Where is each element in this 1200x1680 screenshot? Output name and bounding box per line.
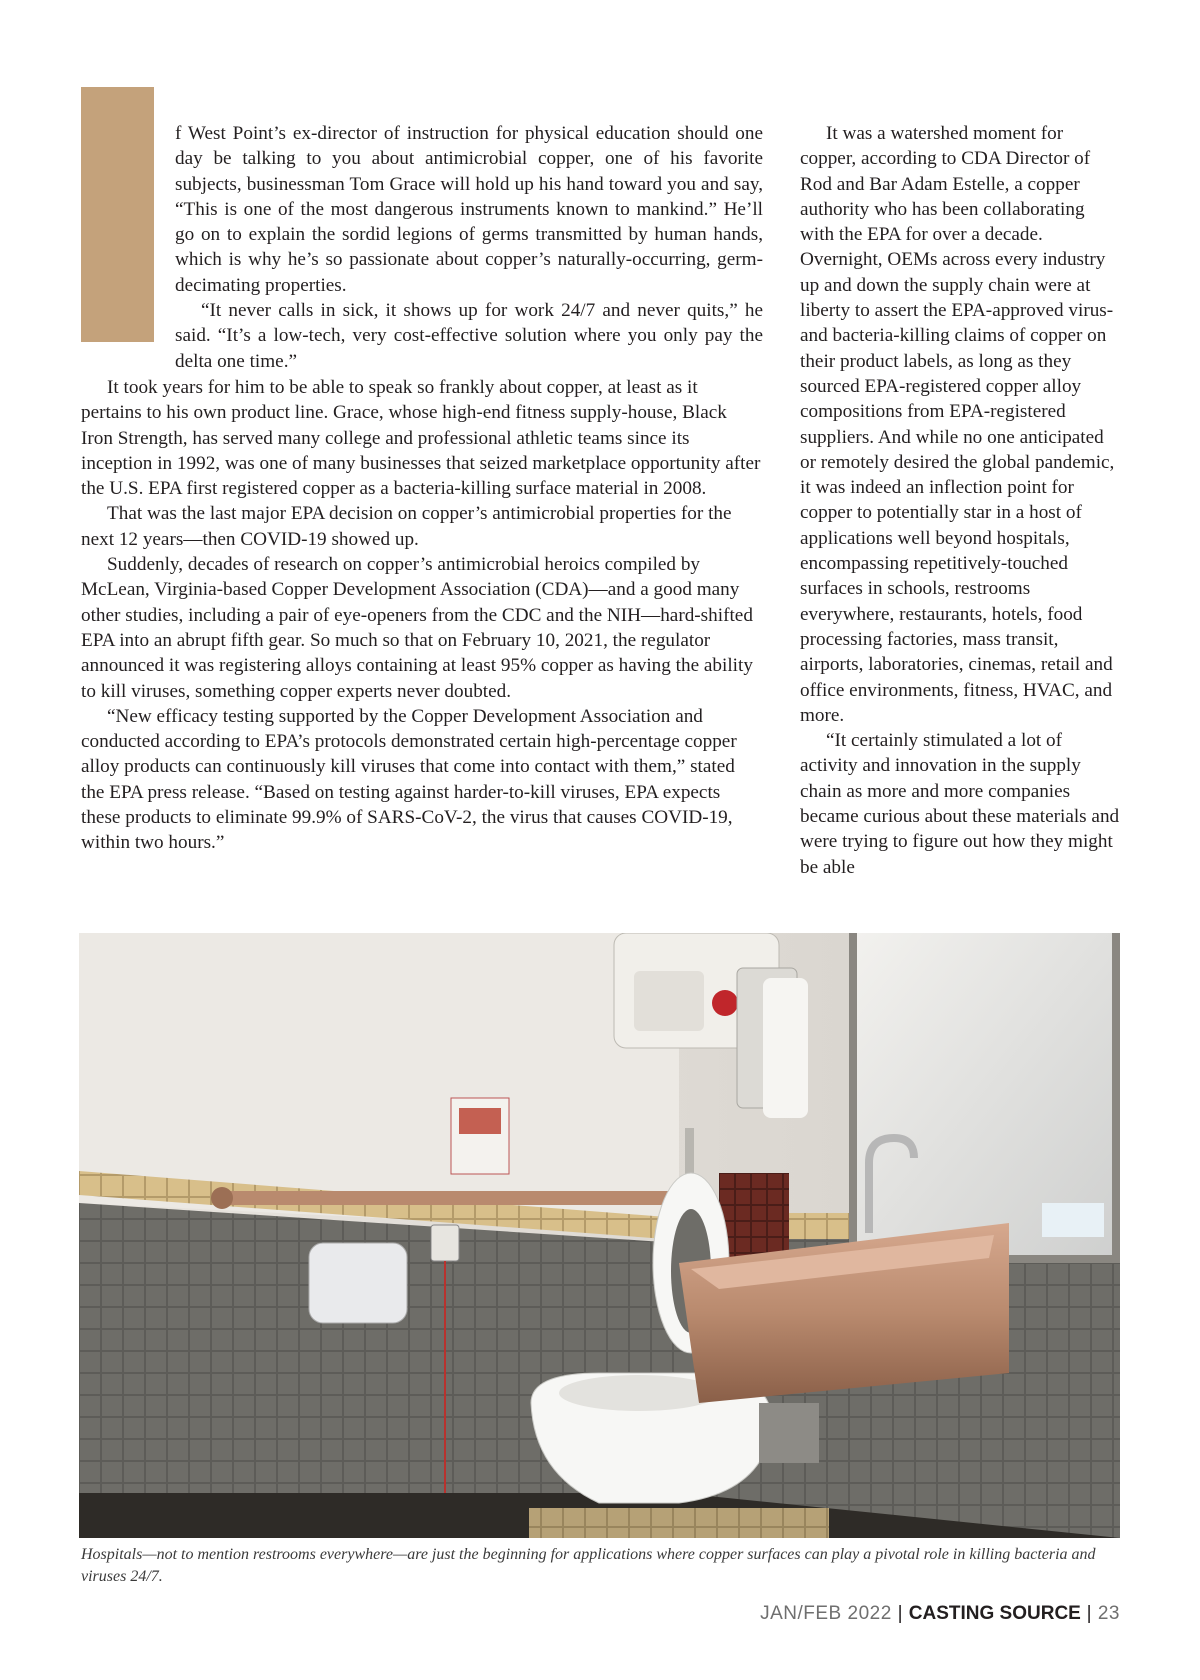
body-paragraph: Suddenly, decades of research on copper’s antimicrobial heroics compiled by McLean, Virginia-based Copper Development Association (CDA)—and a good many other studies, including a pair of eye-openers from the CDC and the NIH—hard-shifted EPA into an abrupt fifth gear. So much so that on February 10, 2021, the regulator announced it was registering alloys containing at least 95% copper as having the ability to kill viruses, something copper experts never doubted. xyxy=(81,554,753,702)
restroom-photo xyxy=(79,933,1120,1538)
drop-cap-bar xyxy=(81,87,154,342)
intro-paragraph-2: “It never calls in sick, it shows up for work 24/7 and never quits,” he said. “It’s a low-tech, very cost-effective solution where you only pay the delta one time.” xyxy=(175,300,763,372)
body-paragraph: That was the last major EPA decision on copper’s antimicrobial properties for the next 12 years—then COVID-19 showed up. xyxy=(81,503,732,550)
intro-paragraph-1: f West Point’s ex-director of instruction for physical education should one day be talking to you about antimicrobial copper, one of his favorite subjects, businessman Tom Grace will hold up his hand toward you and say, “This is one of the most dangerous instruments known to mankind.” He’ll go on to explain the sordid legions of germs transmitted by human hands, which is why he’s so passionate about copper’s naturally-occurring, germ-decimating properties. xyxy=(175,123,763,296)
body-paragraph: It was a watershed moment for copper, according to CDA Director of Rod and Bar Adam Estelle, a copper authority who has been collaborating with the EPA for over a decade. Overnight, OEMs across every industry up and down the supply chain were at liberty to assert the EPA-approved virus- and bacteria-killing claims of copper on their product labels, as long as they sourced EPA-registered copper alloy compositions from EPA-registered suppliers. And while no one anticipated or remotely desired the global pandemic, it was indeed an inflection point for copper to potentially star in a host of applications well beyond hospitals, encompassing repetitively-touched surfaces in schools, restrooms everywhere, restaurants, hotels, food processing factories, mass transit, airports, laboratories, cinemas, retail and office environments, fitness, HVAC, and more. xyxy=(800,123,1115,726)
body-paragraph: “New efficacy testing supported by the Copper Development Association and conducted according to EPA’s protocols demonstrated certain high-percentage copper alloy products can continuously kill viruses that come into contact with them,” stated the EPA press release. “Based on testing against harder-to-kill viruses, EPA expects these products to eliminate 99.9% of SARS-CoV-2, the virus that causes COVID-19, within two hours.” xyxy=(81,705,737,854)
page-number: 23 xyxy=(1097,1603,1120,1624)
issue-date: JAN/FEB 2022 xyxy=(760,1603,892,1624)
page-footer xyxy=(760,1603,1120,1625)
photo-caption: Hospitals—not to mention restrooms everywhere—are just the beginning for applications where copper surfaces can play a pivotal role in killing bacteria and viruses 24/7. xyxy=(81,1546,1096,1585)
body-paragraph: “It certainly stimulated a lot of activity and innovation in the supply chain as more and more companies became curious about these materials and were trying to figure out how they might be able xyxy=(800,730,1120,878)
publication-name: CASTING SOURCE xyxy=(908,1603,1081,1624)
footer-divider: | xyxy=(1086,1603,1093,1624)
article-intro xyxy=(175,121,763,374)
footer-divider: | xyxy=(897,1603,903,1624)
article-right-column xyxy=(800,121,1120,880)
article-left-column xyxy=(81,375,763,856)
body-paragraph: It took years for him to be able to speak so frankly about copper, at least as it pertains to his own product line. Grace, whose high-end fitness supply-house, Black Iron Strength, has served many college and professional athletic teams since its inception in 1992, was one of many businesses that seized marketplace opportunity after the U.S. EPA first registered copper as a bacteria-killing surface material in 2008. xyxy=(81,377,761,500)
